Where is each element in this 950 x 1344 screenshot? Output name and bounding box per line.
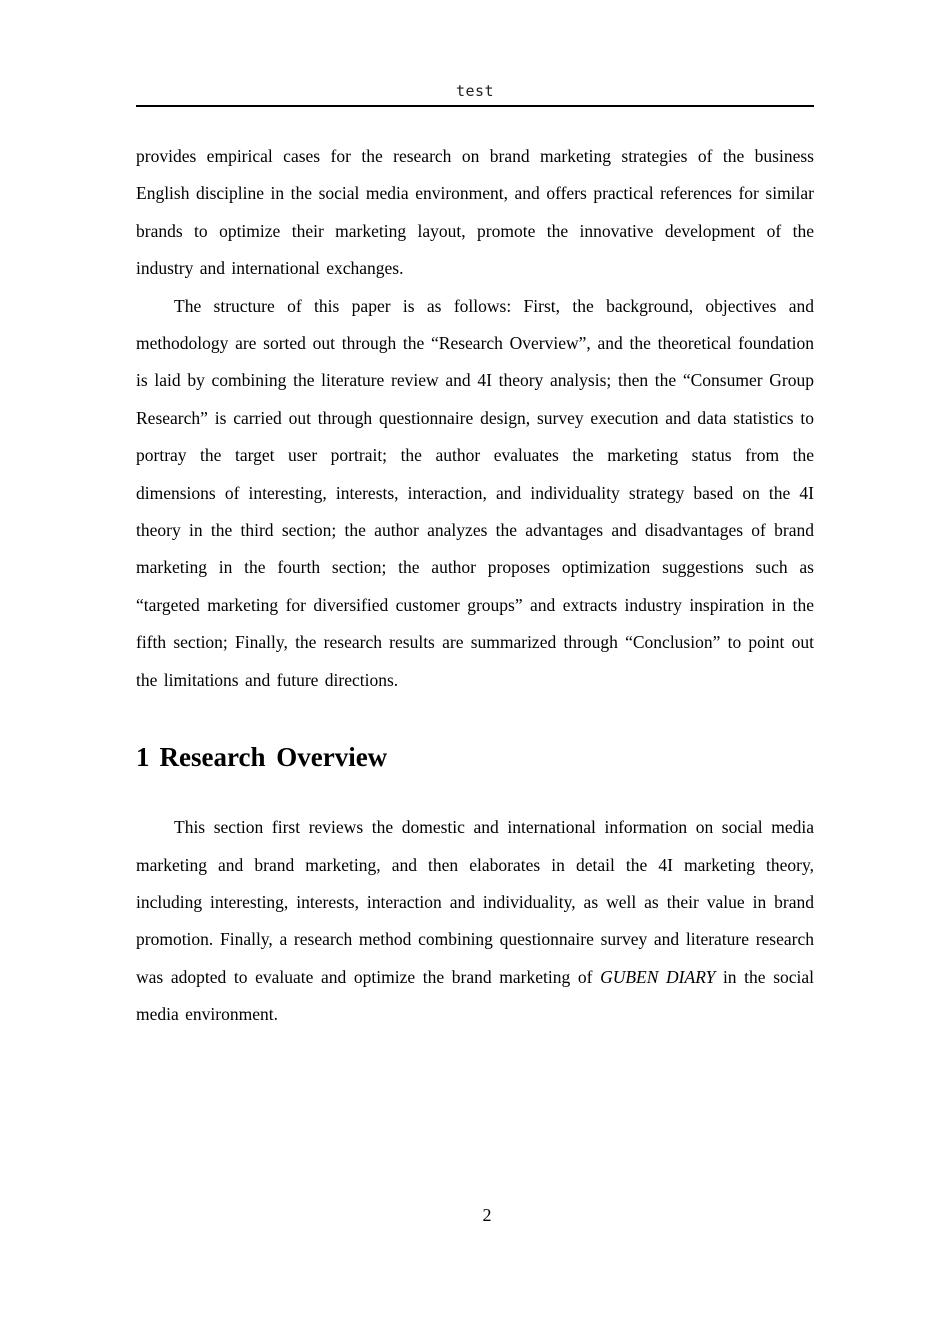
section-paragraph-ending: in the social media environment. (136, 966, 815, 1025)
header-rule (136, 105, 814, 107)
section-paragraph (136, 809, 814, 1033)
page-content (136, 138, 814, 1034)
section-heading (136, 727, 814, 787)
section-paragraph-text: This section first reviews the domestic and international information on social media marketing and brand marketing, and then elaborates in detail the 4I marketing theory, including interesting, interests, interaction and individuality, as well as their value in brand promotion. Finally, a research method combining questionnaire survey and literature research was adopted to evaluate and optimize the brand marketing of (136, 817, 814, 987)
brand-name: GUBEN DIARY (600, 966, 716, 987)
section-title: Research Overview (159, 742, 388, 773)
body-paragraph-structure: The structure of this paper is as follows: First, the background, objectives and methodology are sorted out through the “Research Overview”, and the theoretical foundation is laid by combining the literature review and 4I theory analysis; then the “Consumer Group Research” is carried out through questionnaire design, survey execution and data statistics to portray the target user portrait; the author evaluates the marketing status from the dimensions of interesting, interests, interaction, and individuality strategy based on the 4I theory in the third section; the author analyzes the advantages and disadvantages of brand marketing in the fourth section; the author proposes optimization suggestions such as “targeted marketing for diversified customer groups” and extracts industry inspiration in the fifth section; Finally, the research results are summarized through “Conclusion” to point out the limitations and future directions. (136, 295, 814, 690)
body-paragraph-continued: provides empirical cases for the research on brand marketing strategies of the business English discipline in the social media environment, and offers practical references for similar brands to optimize their marketing layout, promote the innovative development of the industry and international exchanges. (136, 146, 814, 279)
page-number: 2 (482, 1205, 492, 1225)
running-header: test (455, 82, 495, 100)
section-number: 1 (136, 742, 150, 773)
